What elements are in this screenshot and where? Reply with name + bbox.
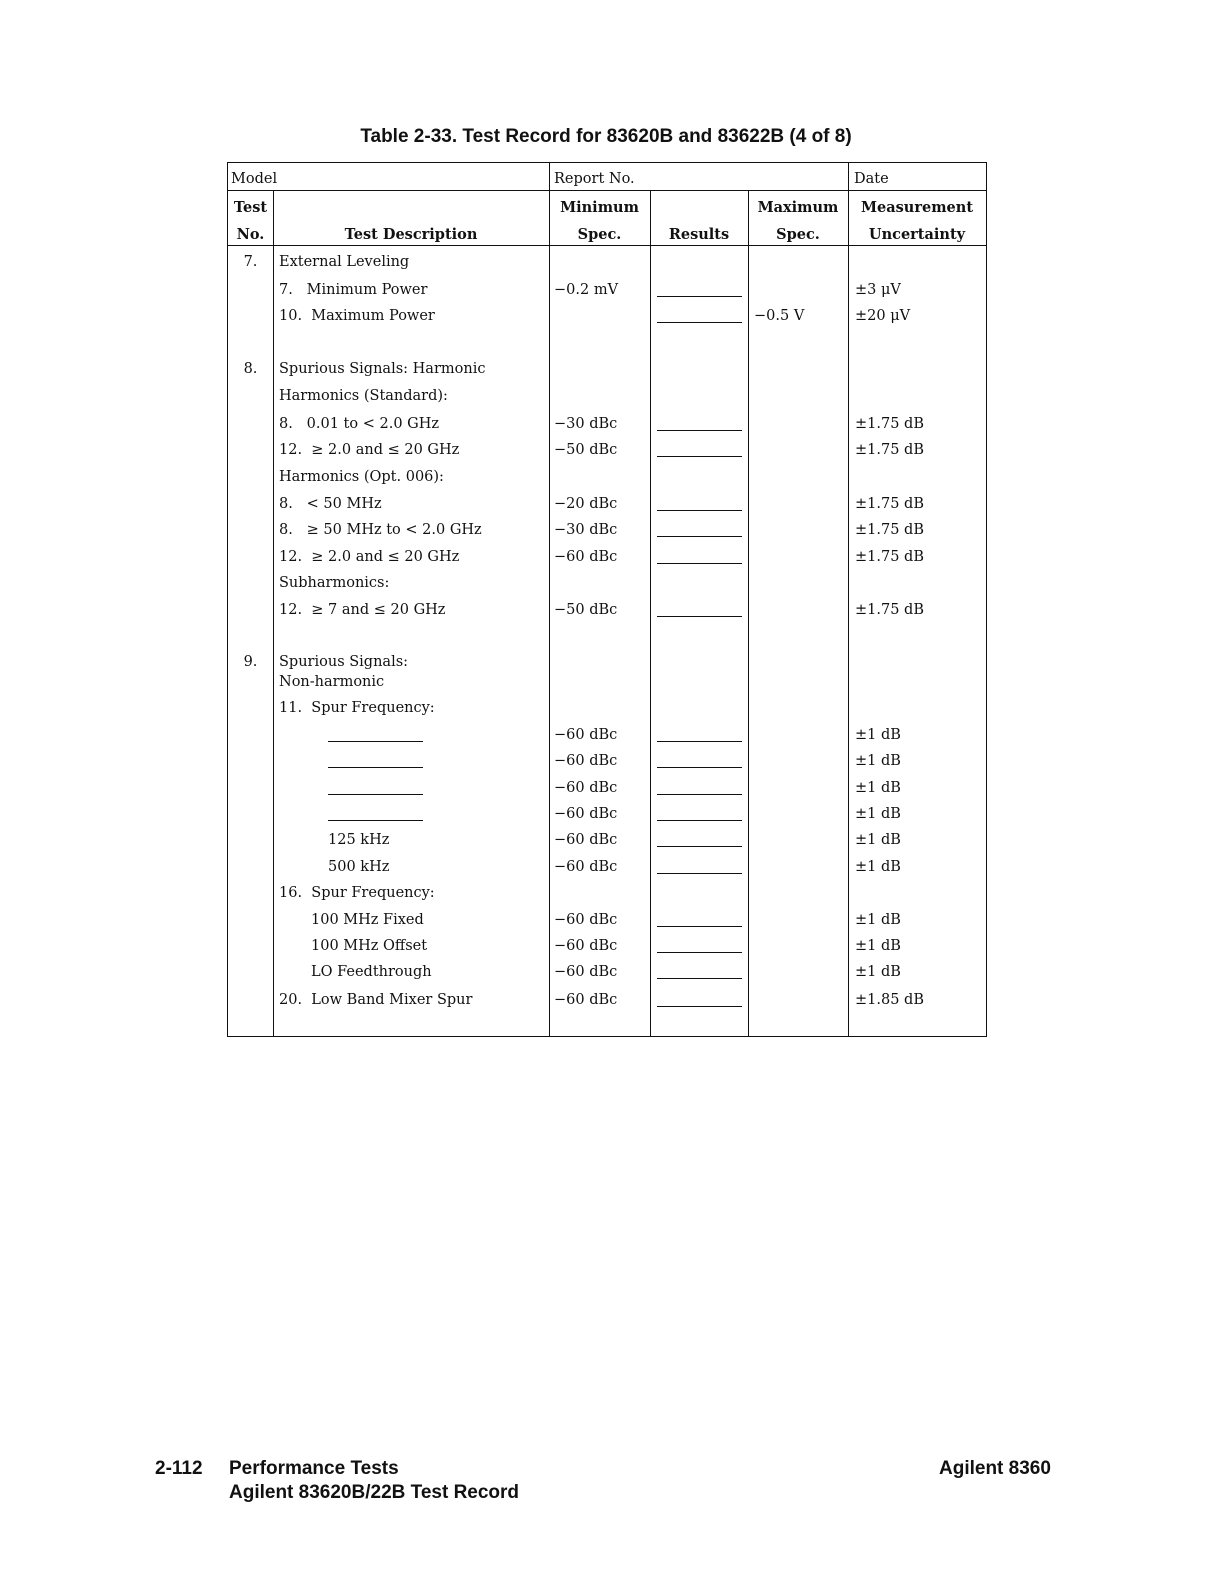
minimum-spec: −60 dBc <box>554 753 618 769</box>
test-description: 12. ≥ 7 and ≤ 20 GHz <box>279 602 446 618</box>
header-minimum-line1: Minimum <box>560 199 639 216</box>
results-blank[interactable] <box>657 952 742 953</box>
results-blank[interactable] <box>657 616 742 617</box>
measurement-uncertainty: ±1.85 dB <box>855 992 924 1008</box>
minimum-spec: −30 dBc <box>554 522 618 538</box>
minimum-spec: −0.2 mV <box>554 282 619 298</box>
results-blank[interactable] <box>657 926 742 927</box>
header-model: Model <box>231 171 278 187</box>
minimum-spec: −60 dBc <box>554 912 618 928</box>
measurement-uncertainty: ±1.75 dB <box>855 496 924 512</box>
measurement-uncertainty: ±1.75 dB <box>855 602 924 618</box>
measurement-uncertainty: ±1 dB <box>855 727 901 743</box>
results-blank[interactable] <box>657 741 742 742</box>
measurement-uncertainty: ±1 dB <box>855 912 901 928</box>
minimum-spec: −60 dBc <box>554 780 618 796</box>
minimum-spec: −50 dBc <box>554 602 618 618</box>
column-divider-max <box>748 190 749 1036</box>
spur-frequency-blank <box>328 820 423 821</box>
header-report-no: Report No. <box>554 171 635 187</box>
test-description: Harmonics (Opt. 006): <box>279 469 444 485</box>
test-description: 20. Low Band Mixer Spur <box>279 992 473 1008</box>
test-description: 7. Minimum Power <box>279 282 428 298</box>
test-description: 8. < 50 MHz <box>279 496 382 512</box>
header-uncertainty-line1: Measurement <box>860 199 974 216</box>
header-uncertainty-line2: Uncertainty <box>868 226 966 243</box>
test-description: Subharmonics: <box>279 575 390 591</box>
minimum-spec: −60 dBc <box>554 549 618 565</box>
test-description: Harmonics (Standard): <box>279 388 448 404</box>
results-blank[interactable] <box>657 767 742 768</box>
spur-frequency-blank <box>328 794 423 795</box>
header-maximum-line1: Maximum <box>757 199 839 216</box>
results-blank[interactable] <box>657 846 742 847</box>
test-description: 100 MHz Fixed <box>311 912 424 928</box>
footer-subsection: Agilent 83620B/22B Test Record <box>229 1482 520 1503</box>
test-description: 10. Maximum Power <box>279 308 435 324</box>
measurement-uncertainty: ±3 μV <box>855 282 901 298</box>
test-description: Non-harmonic <box>279 674 385 690</box>
results-blank[interactable] <box>657 563 742 564</box>
measurement-uncertainty: ±1 dB <box>855 753 901 769</box>
header-test-no-line1: Test <box>233 199 268 216</box>
footer-section: Performance Tests <box>229 1458 399 1479</box>
measurement-uncertainty: ±1 dB <box>855 832 901 848</box>
minimum-spec: −30 dBc <box>554 416 618 432</box>
results-blank[interactable] <box>657 322 742 323</box>
measurement-uncertainty: ±1.75 dB <box>855 442 924 458</box>
minimum-spec: −60 dBc <box>554 938 618 954</box>
footer-page-number: 2-112 <box>155 1458 203 1479</box>
minimum-spec: −60 dBc <box>554 832 618 848</box>
minimum-spec: −60 dBc <box>554 992 618 1008</box>
column-divider-desc <box>273 190 274 1036</box>
minimum-spec: −50 dBc <box>554 442 618 458</box>
results-blank[interactable] <box>657 1006 742 1007</box>
measurement-uncertainty: ±20 μV <box>855 308 911 324</box>
header-test-no-line2: No. <box>236 226 265 243</box>
results-blank[interactable] <box>657 430 742 431</box>
measurement-uncertainty: ±1.75 dB <box>855 549 924 565</box>
column-divider-results <box>650 190 651 1036</box>
header-divider-top <box>228 190 986 191</box>
header-test-description: Test Description <box>344 226 478 243</box>
results-blank[interactable] <box>657 296 742 297</box>
test-description: 8. 0.01 to < 2.0 GHz <box>279 416 440 432</box>
maximum-spec: −0.5 V <box>754 308 805 324</box>
measurement-uncertainty: ±1.75 dB <box>855 522 924 538</box>
spur-frequency-blank <box>328 741 423 742</box>
measurement-uncertainty: ±1 dB <box>855 938 901 954</box>
test-description: 16. Spur Frequency: <box>279 885 435 901</box>
measurement-uncertainty: ±1 dB <box>855 806 901 822</box>
header-divider-bottom <box>228 245 986 246</box>
header-minimum-line2: Spec. <box>577 226 622 243</box>
footer-product: Agilent 8360 <box>939 1458 1051 1479</box>
test-description: 8. ≥ 50 MHz to < 2.0 GHz <box>279 522 482 538</box>
test-number: 9. <box>243 654 258 670</box>
test-description: 125 kHz <box>328 832 390 848</box>
minimum-spec: −60 dBc <box>554 806 618 822</box>
results-blank[interactable] <box>657 794 742 795</box>
minimum-spec: −60 dBc <box>554 964 618 980</box>
column-divider-min <box>549 163 550 1036</box>
measurement-uncertainty: ±1 dB <box>855 964 901 980</box>
test-description: External Leveling <box>279 254 410 270</box>
test-description: LO Feedthrough <box>311 964 432 980</box>
test-number: 7. <box>243 254 258 270</box>
test-description: Spurious Signals: Harmonic <box>279 361 486 377</box>
table-caption: Table 2-33. Test Record for 83620B and 83622B (4 of 8) <box>360 126 852 147</box>
measurement-uncertainty: ±1 dB <box>855 859 901 875</box>
results-blank[interactable] <box>657 873 742 874</box>
results-blank[interactable] <box>657 456 742 457</box>
test-description: Spurious Signals: <box>279 654 409 670</box>
test-description: 12. ≥ 2.0 and ≤ 20 GHz <box>279 549 460 565</box>
results-blank[interactable] <box>657 536 742 537</box>
header-maximum-line2: Spec. <box>776 226 820 243</box>
spur-frequency-blank <box>328 767 423 768</box>
column-divider-unc <box>848 163 849 1036</box>
results-blank[interactable] <box>657 978 742 979</box>
test-number: 8. <box>243 361 258 377</box>
test-description: 500 kHz <box>328 859 390 875</box>
header-results: Results <box>668 226 730 243</box>
minimum-spec: −60 dBc <box>554 727 618 743</box>
measurement-uncertainty: ±1.75 dB <box>855 416 924 432</box>
measurement-uncertainty: ±1 dB <box>855 780 901 796</box>
minimum-spec: −60 dBc <box>554 859 618 875</box>
results-blank[interactable] <box>657 820 742 821</box>
results-blank[interactable] <box>657 510 742 511</box>
test-description: 12. ≥ 2.0 and ≤ 20 GHz <box>279 442 460 458</box>
header-date: Date <box>854 171 889 187</box>
test-description: 100 MHz Offset <box>311 938 428 954</box>
minimum-spec: −20 dBc <box>554 496 618 512</box>
test-description: 11. Spur Frequency: <box>279 700 435 716</box>
test-record-table <box>227 162 987 1037</box>
